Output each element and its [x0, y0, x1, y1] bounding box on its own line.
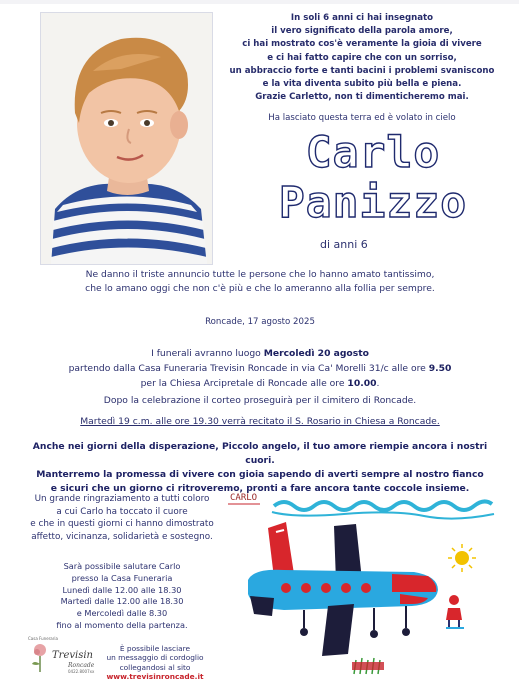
- funeral-home-logo: [28, 636, 98, 674]
- funeral-text: per la Chiesa Arcipretale di Roncade alle ore: [140, 378, 348, 389]
- passed-away-line: Ha lasciato questa terra ed è volato in cielo: [268, 113, 456, 123]
- announcement: [30, 268, 490, 296]
- poem: [222, 12, 502, 104]
- funeral-text: partendo dalla Casa Funeraria Trevisin Roncade in via Ca' Morelli 31/c alle ore: [68, 363, 429, 374]
- funeral-line: [30, 346, 490, 361]
- condolence-line: un messaggio di cordoglio: [106, 653, 204, 663]
- poem-line: il vero significato della parola amore,: [271, 26, 453, 37]
- funeral-details: [30, 346, 490, 391]
- logo-caption-bottom: 0422.8007xx: [68, 669, 95, 674]
- funeral-time-start: 9.50: [428, 363, 452, 374]
- funeral-text: .: [376, 378, 380, 389]
- poem-line: e ci hai fatto capire che con un sorriso,: [267, 52, 457, 63]
- cortege-line: Dopo la celebrazione il corteo proseguirà per il cimitero di Roncade.: [103, 395, 417, 406]
- child-photo: [40, 12, 213, 265]
- child-drawing: [224, 488, 499, 676]
- condolence-line: È possibile lasciare: [119, 644, 191, 653]
- age: di anni 6: [320, 238, 368, 251]
- poem-line: e la vita diventa subito più bella e piena.: [262, 79, 462, 90]
- date-line: Roncade, 17 agosto 2025: [205, 317, 315, 327]
- rosary-text: Martedì 19 c.m. alle ore 19.30 verrà recitato il S. Rosario in Chiesa a Roncade.: [80, 416, 440, 427]
- poem-line: un abbraccio forte e tanti bacini i problemi svaniscono: [229, 65, 495, 76]
- thanks-line: affetto, vicinanza, solidarietà e sostegno.: [31, 531, 213, 542]
- angel-line: Anche nei giorni della disperazione, Piccolo angelo, il tuo amore riempie ancora i nostri cuori.: [32, 441, 488, 466]
- condolence-info: [100, 644, 210, 680]
- rose-icon: [28, 642, 52, 672]
- rosary-line: [30, 416, 490, 427]
- poem-line: In soli 6 anni ci hai insegnato: [290, 13, 434, 23]
- visiting-hours: [22, 561, 222, 632]
- logo-sub: Roncade: [68, 662, 95, 669]
- visit-line: e Mercoledì dalle 8.30: [76, 608, 168, 619]
- poem-line: Grazie Carletto, non ti dimenticheremo mai.: [255, 92, 469, 103]
- person-figure: [446, 595, 464, 628]
- child-portrait: [41, 13, 213, 265]
- visit-line: Lunedì dalle 12.00 alle 18.30: [62, 584, 182, 595]
- top-bar: [0, 0, 519, 4]
- last-name: Panizzo: [278, 178, 468, 228]
- visit-line: presso la Casa Funeraria: [71, 572, 173, 583]
- visit-line: Sarà possibile salutare Carlo: [63, 561, 181, 571]
- thanks-line: Un grande ringraziamento a tutti coloro: [34, 494, 210, 504]
- funeral-line: [30, 376, 490, 391]
- funeral-text: I funerali avranno luogo: [151, 348, 264, 359]
- logo-caption-top: Casa Funeraria: [28, 636, 58, 641]
- sun-icon: [448, 544, 476, 572]
- announcement-line: Ne danno il triste annuncio tutte le persone che lo hanno amato tantissimo,: [85, 269, 435, 280]
- funeral-date: Mercoledì 20 agosto: [263, 348, 369, 359]
- angel-line: Manterremo la promessa di vivere con gioia sapendo di averti sempre al nostro fianco: [36, 469, 484, 480]
- funeral-time-church: 10.00: [347, 378, 377, 389]
- condolence-line: collegandosi al sito: [119, 662, 191, 672]
- announcement-line: che lo amano oggi che non c'è più e che lo ameranno alla follia per sempre.: [85, 283, 435, 294]
- poem-line: ci hai mostrato cos'è veramente la gioia di vivere: [242, 39, 482, 50]
- funeral-line: [30, 361, 490, 376]
- thanks-message: [22, 493, 222, 543]
- condolence-link[interactable]: www.trevisinroncade.it: [106, 672, 204, 680]
- first-name: Carlo: [305, 128, 441, 178]
- airplane-drawing: [224, 488, 499, 676]
- drawing-label: CARLO: [230, 493, 258, 503]
- thanks-line: e che in questi giorni ci hanno dimostrato: [30, 519, 214, 529]
- thanks-line: a cui Carlo ha toccato il cuore: [56, 506, 188, 517]
- visit-line: fino al momento della partenza.: [56, 619, 188, 630]
- angel-line: e sicuri che un giorno ci ritroveremo, pronti a fare ancora tante coccole insieme.: [50, 483, 470, 494]
- visit-line: Martedì dalle 12.00 alle 18.30: [60, 596, 184, 607]
- logo-name: Trevisin: [52, 650, 93, 661]
